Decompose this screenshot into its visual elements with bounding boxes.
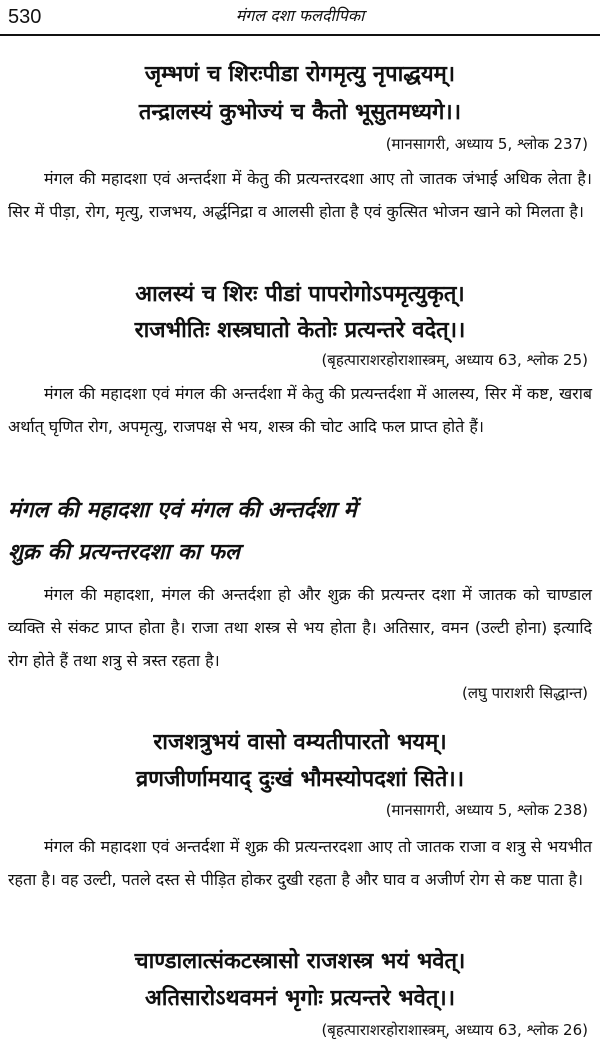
citation: (लघु पाराशरी सिद्धान्त) [462,684,588,702]
paragraph: मंगल की महादशा एवं अन्तर्दशा में शुक्र की प्रत्यन्तरदशा आए तो जातक राजा व शत्रु से भयभीत रहता है। वह उल्टी, पतले दस्त से पीड़ित होकर दुखी रहता है और घाव व अजीर्ण रोग से कष्ट पाता है। [8,837,592,889]
verse-line: व्रणजीर्णामयाद् दुःखं भौमस्योपदशां सिते।। [135,767,465,792]
citation: (मानसागरी, अध्याय 5, श्लोक 238) [385,801,588,819]
paragraph: मंगल की महादशा एवं मंगल की अन्तर्दशा में केतु की प्रत्यन्तर्दशा में आलस्य, सिर में कष्ट, खराब अर्थात् घृणित रोग, अपमृत्यु, राजपक्ष से भय, शस्त्र की चोट आदि फल प्राप्त होते हैं। [8,384,592,436]
verse-line: राजशत्रुभयं वासो वम्यतीपारतो भयम्। [153,730,447,755]
paragraph: मंगल की महादशा, मंगल की अन्तर्दशा हो और शुक्र की प्रत्यन्तर दशा में जातक को चाण्डाल व्यक्ति से संकट प्राप्त होता है। राजा तथा शस्त्र से भय होता है। अतिसार, वमन (उल्टी होना) इत्यादि रोग होते हैं तथा शत्रु से त्रस्त रहता है। [8,585,592,670]
section-heading: मंगल की महादशा एवं मंगल की अन्तर्दशा में [8,498,357,523]
verse-line: जृम्भणं च शिरःपीडा रोगमृत्यु नृपाद्धयम्। [144,62,456,87]
verse-line: चाण्डालात्संकटस्त्रासो राजशस्त्र भयं भवेत्। [134,949,466,974]
section-heading: शुक्र की प्रत्यन्तरदशा का फल [8,540,240,565]
verse-line: आलस्यं च शिरः पीडां पापरोगोऽपमृत्युकृत्। [135,282,465,307]
citation: (मानसागरी, अध्याय 5, श्लोक 237) [385,135,588,153]
page-number: 530 [8,6,42,28]
citation: (बृहत्पाराशरहोराशास्त्रम्, अध्याय 63, श्लोक 26) [321,1021,588,1039]
citation: (बृहत्पाराशरहोराशास्त्रम्, अध्याय 63, श्लोक 25) [321,351,588,369]
running-title: मंगल दशा फलदीपिका [235,6,365,25]
verse-line: अतिसारोऽथवमनं भृगोः प्रत्यन्तरे भवेत्।। [144,986,456,1011]
verse-line: तन्द्रालस्यं कुभोज्यं च कैतो भूसुतमध्यगे।। [138,100,462,125]
header-rule [0,34,600,36]
verse-line: राजभीतिः शस्त्रघातो केतोः प्रत्यन्तरे वदेत्।। [134,318,466,343]
page-header [0,0,600,40]
paragraph: मंगल की महादशा एवं अन्तर्दशा में केतु की प्रत्यन्तरदशा आए तो जातक जंभाई अधिक लेता है। सिर में पीड़ा, रोग, मृत्यु, राजभय, अर्द्धनिद्रा व आलसी होता है एवं कुत्सित भोजन खाने को मिलता है। [8,169,592,221]
